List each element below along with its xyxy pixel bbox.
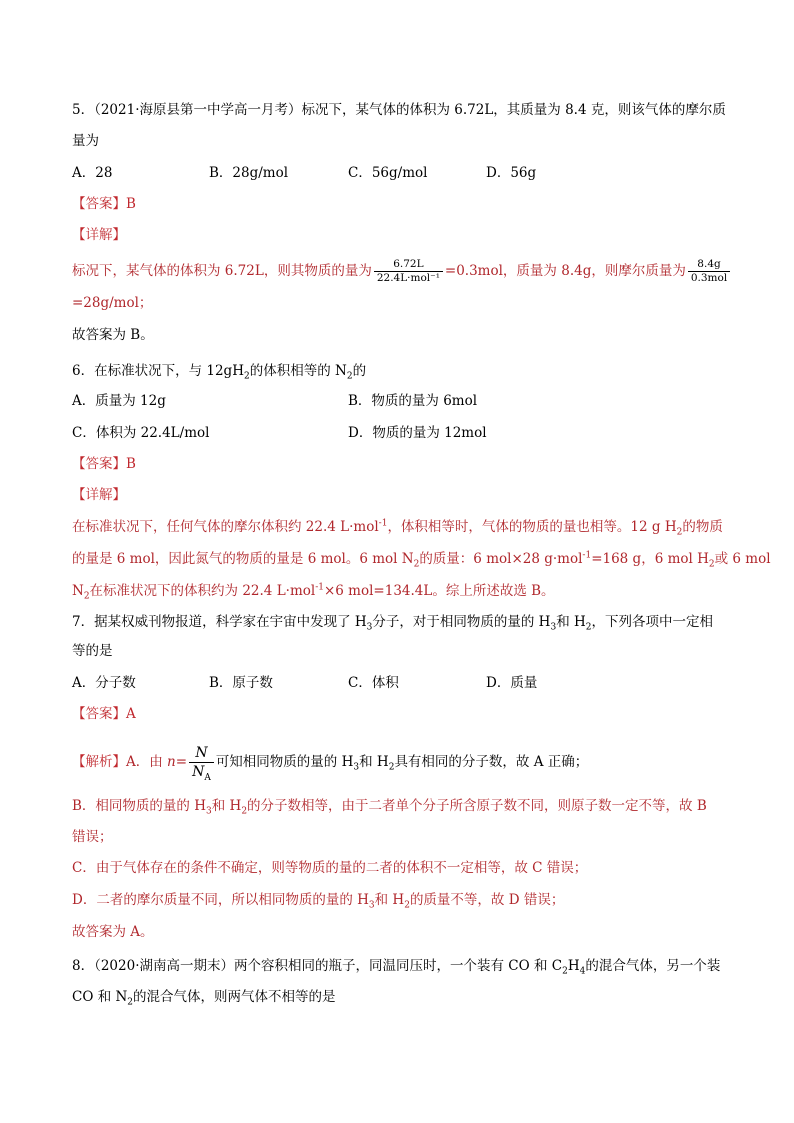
q7-a-post-a: 可知相同物质的量的 H — [215, 754, 354, 770]
q7-n-var: n — [167, 754, 176, 770]
q6-sup: -1 — [315, 582, 324, 593]
q7-sub3: 3 — [206, 806, 212, 817]
q7-sub2: 2 — [388, 762, 395, 773]
q7-d-a: D．二者的摩尔质量不同，所以相同物质的量的 H — [72, 892, 369, 908]
q7-frac-den-n: N — [192, 764, 205, 780]
q5-detail-tag: 【详解】 — [72, 227, 126, 243]
q5-fraction-mass — [688, 258, 730, 285]
q7-option-a: A．分子数 — [72, 675, 136, 691]
q6-option-b: B．物质的量为 6mol — [348, 393, 478, 409]
q6-d2-a: 的量是 6 mol，因此氮气的物质的量是 6 mol。6 mol N — [72, 551, 414, 567]
q8-sub2: 2 — [562, 966, 568, 977]
q6-option-a: A．质量为 12g — [72, 393, 166, 409]
q7-b-c: 的分子数相等，由于二者单个分子所含原子数不同，则原子数一定不等，故 B — [247, 798, 707, 814]
q7-option-c: C．体积 — [348, 675, 399, 691]
q5-detail-part1: 标况下，某气体的体积为 6.72L，则其物质的量为 — [72, 263, 372, 279]
q8-l1-a: 8．（2020·湖南高一期末）两个容积相同的瓶子，同温同压时，一个装有 CO 和 C — [72, 958, 563, 974]
q7-stem-line1 — [72, 612, 713, 632]
q6-d2-d: 或 6 mol — [714, 551, 771, 567]
q6-d3-b: 在标准状况下的体积约为 22.4 L·mol — [89, 583, 316, 599]
q6-stem-c: 的 — [352, 363, 367, 379]
q5-option-d: D．56g — [486, 165, 537, 181]
q8-sub2: 2 — [127, 997, 134, 1008]
q5-conclusion: 故答案为 B。 — [72, 327, 154, 343]
q6-d1-sup: -1 — [378, 518, 388, 529]
q7-l1-a: 7．据某权威刊物报道，科学家在宇宙中发现了 H — [72, 614, 367, 630]
q5-option-c: C．56g/mol — [348, 165, 428, 181]
q7-option-d: D．质量 — [486, 675, 538, 691]
q6-d1-b: ，体积相等时，气体的物质的量也相等。12 g H — [387, 519, 677, 535]
q6-sub: 2 — [676, 527, 683, 538]
q8-l2-a: CO 和 N — [72, 989, 128, 1005]
q5-frac2-num: 8.4g — [697, 258, 721, 270]
q6-d1-a: 在标准状况下，任何气体的摩尔体积约 22.4 L·mol — [72, 519, 379, 535]
q6-sup: -1 — [582, 550, 592, 561]
q6-detail-line2 — [72, 549, 771, 569]
q6-detail-tag: 【详解】 — [72, 487, 126, 503]
q8-l2-b: 的混合气体，则两气体不相等的是 — [133, 989, 336, 1005]
q5-detail-line1 — [72, 258, 732, 285]
q7-analysis-b-line2: 错误； — [72, 829, 113, 845]
q5-option-a: A．28 — [72, 165, 113, 181]
q6-stem — [72, 361, 366, 381]
q7-frac-num: N — [195, 745, 208, 761]
q7-sub3: 3 — [366, 622, 373, 633]
q5-option-b: B．28g/mol — [209, 165, 289, 181]
q7-a-pre: A．由 — [126, 754, 168, 770]
q7-a-post-c: 具有相同的分子数，故 A 正确； — [394, 754, 589, 770]
q5-frac1-den: 22.4L·mol⁻¹ — [374, 271, 443, 285]
q7-l1-c: 和 H — [556, 614, 586, 630]
q6-d1-c: 的物质 — [682, 519, 723, 535]
q7-b-a: B．相同物质的量的 H — [72, 798, 206, 814]
q7-analysis-d — [72, 890, 564, 910]
q6-sub: 2 — [346, 371, 353, 382]
q6-sub: 2 — [83, 591, 90, 602]
q8-l1-b: 的混合气体，另一个装 — [585, 958, 721, 974]
q5-detail-line2: =28g/mol； — [72, 295, 153, 311]
q7-sub2: 2 — [585, 622, 592, 633]
q6-d3-a: N — [72, 583, 84, 599]
q6-sub: 2 — [413, 559, 420, 570]
q7-sub3: 3 — [550, 622, 557, 633]
q5-answer-tag: 【答案】B — [72, 196, 136, 212]
q7-eq: = — [175, 754, 188, 770]
q7-d-c: 的质量不等，故 D 错误； — [409, 892, 565, 908]
q7-b-b: 和 H — [211, 798, 242, 814]
q5-stem-line2: 量为 — [72, 133, 99, 149]
q7-option-b: B．原子数 — [209, 675, 273, 691]
q7-conclusion: 故答案为 A。 — [72, 924, 154, 940]
q8-stem-line1 — [72, 956, 720, 976]
q7-answer-tag: 【答案】A — [72, 706, 136, 722]
q8-h: H — [567, 958, 580, 974]
q7-frac-den — [189, 762, 214, 781]
q7-a-post-b: 和 H — [359, 754, 389, 770]
q5-stem-line1: 5．（2021·海原县第一中学高一月考）标况下，某气体的体积为 6.72L，其质量为 8.4 克，则该气体的摩尔质 — [72, 102, 726, 118]
q6-d3-c: ×6 mol=134.4L。综上所述故选 B。 — [323, 583, 555, 599]
q7-analysis-tag: 【解析】 — [72, 754, 126, 770]
q6-sub: 2 — [243, 371, 250, 382]
q7-analysis-a — [72, 744, 588, 781]
q7-d-b: 和 H — [374, 892, 405, 908]
q6-stem-a: 6．在标准状况下，与 12gH — [72, 363, 244, 379]
q6-option-c: C．体积为 22.4L/mol — [72, 425, 210, 441]
q8-sub4: 4 — [579, 966, 586, 977]
q6-stem-b: 的体积相等的 N — [249, 363, 347, 379]
q6-option-d: D．物质的量为 12mol — [348, 425, 487, 441]
q8-stem-line2 — [72, 987, 336, 1007]
q7-frac-den-sub: A — [204, 772, 211, 783]
q6-sub: 2 — [708, 559, 715, 570]
q5-frac1-num: 6.72L — [393, 258, 424, 270]
q6-answer-tag: 【答案】B — [72, 456, 136, 472]
q7-l1-b: 分子，对于相同物质的量的 H — [372, 614, 551, 630]
q7-analysis-b — [72, 796, 707, 816]
q5-fraction-volume — [374, 258, 443, 285]
q7-stem-line2: 等的是 — [72, 643, 113, 659]
q6-detail-line3 — [72, 581, 555, 601]
q7-analysis-c: C．由于气体存在的条件不确定，则等物质的量的二者的体积不一定相等，故 C 错误； — [72, 860, 588, 876]
q7-sub2: 2 — [241, 806, 248, 817]
q5-frac2-den: 0.3mol — [688, 271, 730, 285]
q6-d2-c: =168 g，6 mol H — [591, 551, 709, 567]
q7-sub2: 2 — [404, 900, 410, 911]
q6-detail-line1 — [72, 517, 723, 537]
q7-sub3: 3 — [353, 762, 360, 773]
q7-sub3: 3 — [368, 900, 375, 911]
q7-formula-fraction — [189, 744, 214, 781]
q7-l1-d: ，下列各项中一定相 — [591, 614, 714, 630]
q5-detail-part2: =0.3mol，质量为 8.4g，则摩尔质量为 — [444, 263, 686, 279]
q6-d2-b: 的质量：6 mol×28 g·mol — [419, 551, 583, 567]
